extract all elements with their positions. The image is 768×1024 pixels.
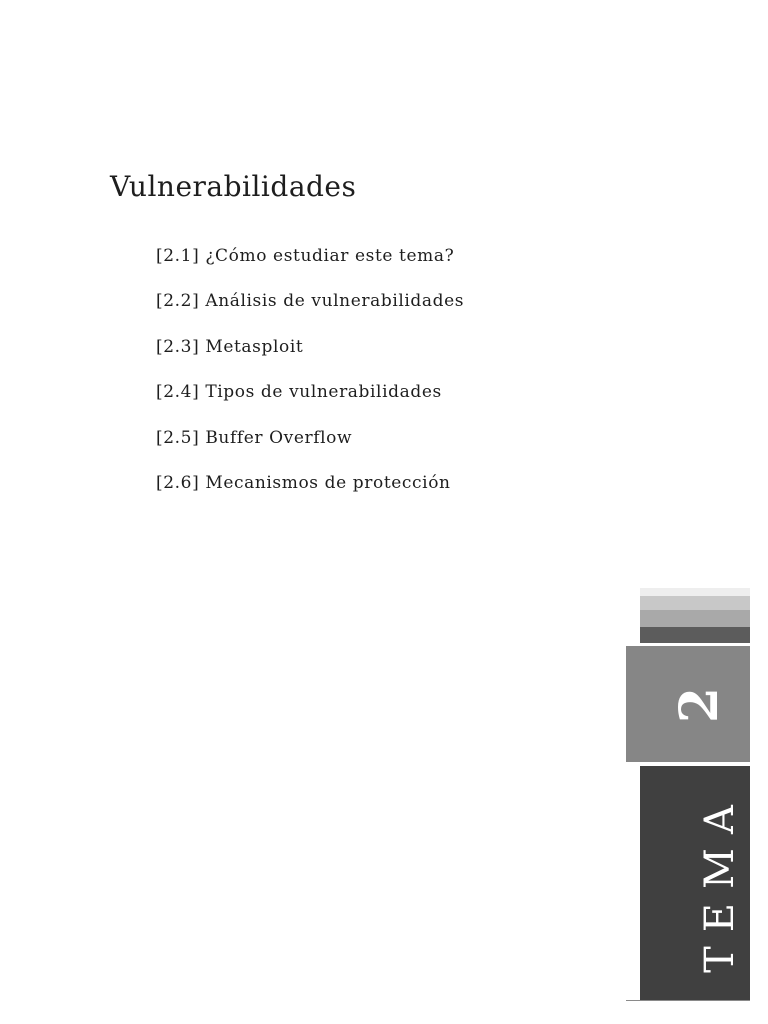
decorative-stripe	[640, 588, 750, 596]
toc-item-2-3[interactable]	[156, 334, 464, 379]
table-of-contents	[156, 243, 464, 515]
toc-item-number: [2.3]	[156, 336, 200, 357]
chapter-label: TEMA	[697, 791, 743, 973]
toc-item-2-5[interactable]	[156, 425, 464, 470]
toc-item-2-2[interactable]	[156, 288, 464, 333]
toc-item-label: Mecanismos de protección	[205, 472, 451, 493]
toc-item-number: [2.6]	[156, 472, 200, 493]
toc-item-number: [2.5]	[156, 427, 200, 448]
chapter-title: Vulnerabilidades	[110, 170, 357, 203]
toc-item-2-6[interactable]	[156, 470, 464, 515]
toc-item-label: ¿Cómo estudiar este tema?	[205, 246, 455, 266]
decorative-stripe	[640, 610, 750, 627]
divider	[626, 1000, 750, 1001]
decorative-stripe	[640, 627, 750, 643]
decorative-stripe	[640, 596, 750, 610]
toc-item-2-1[interactable]	[156, 243, 464, 288]
chapter-number: 2	[669, 686, 730, 724]
toc-item-label: Tipos de vulnerabilidades	[205, 382, 442, 403]
toc-item-label: Buffer Overflow	[205, 427, 353, 448]
toc-item-label: Metasploit	[205, 336, 304, 357]
toc-item-2-4[interactable]	[156, 379, 464, 424]
toc-item-number: [2.4]	[156, 382, 200, 403]
toc-item-number: [2.1]	[156, 246, 200, 266]
toc-item-number: [2.2]	[156, 291, 200, 312]
toc-item-label: Análisis de vulnerabilidades	[205, 291, 465, 312]
